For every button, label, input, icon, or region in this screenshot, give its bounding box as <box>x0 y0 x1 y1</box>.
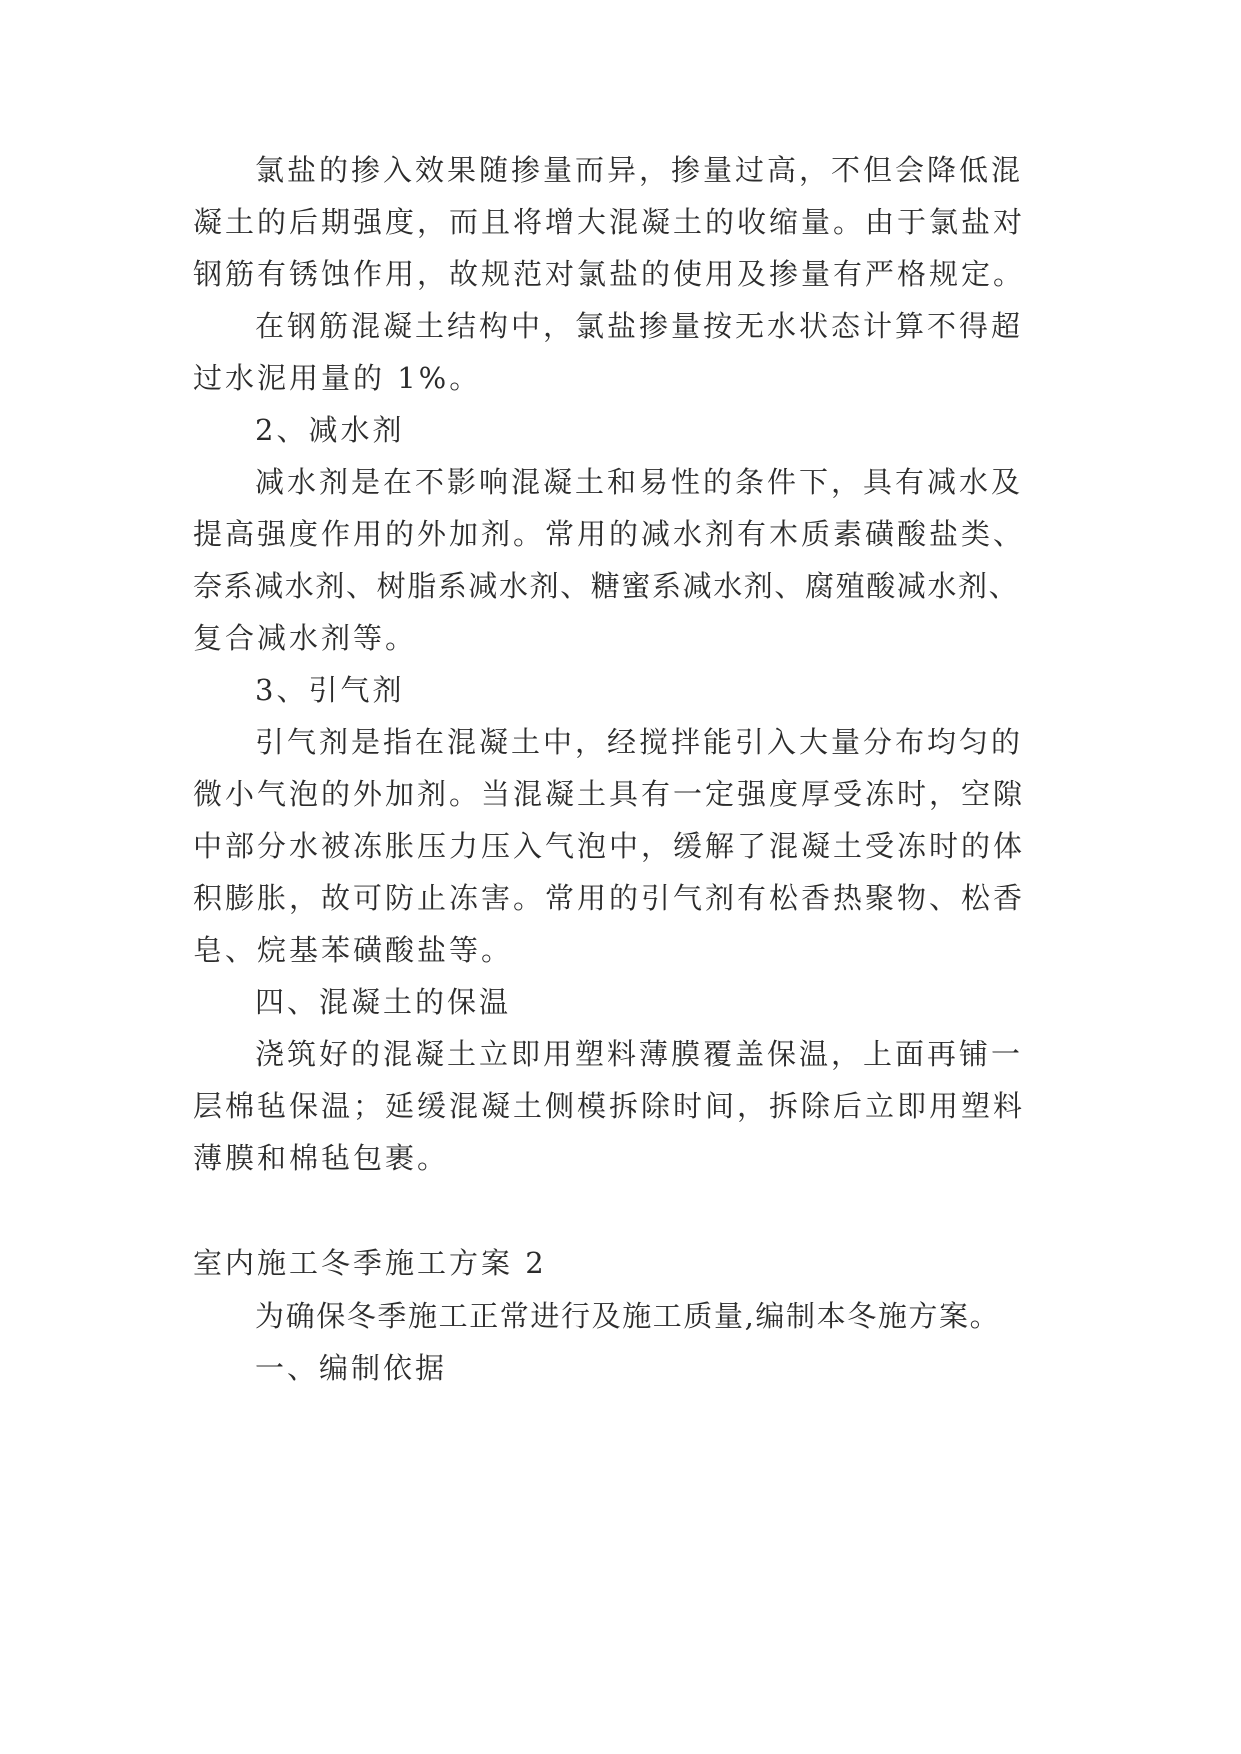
paragraph-line: 奈系减水剂、树脂系减水剂、糖蜜系减水剂、腐殖酸减水剂、 <box>193 569 1020 603</box>
paragraph-line: 浇筑好的混凝土立即用塑料薄膜覆盖保温，上面再铺一 <box>255 1037 1024 1071</box>
paragraph-line: 减水剂是在不影响混凝土和易性的条件下，具有减水及 <box>255 465 1024 499</box>
section-heading: 四、混凝土的保温 <box>255 985 512 1019</box>
paragraph-line: 在钢筋混凝土结构中，氯盐掺量按无水状态计算不得超 <box>255 309 1024 343</box>
paragraph-line: 凝土的后期强度，而且将增大混凝土的收缩量。由于氯盐对 <box>193 205 1026 239</box>
paragraph-line: 皂、烷基苯磺酸盐等。 <box>193 933 514 967</box>
paragraph-line: 中部分水被冻胀压力压入气泡中，缓解了混凝土受冻时的体 <box>193 829 1026 863</box>
paragraph-line: 过水泥用量的 1%。 <box>193 361 482 395</box>
paragraph-line: 钢筋有锈蚀作用，故规范对氯盐的使用及掺量有严格规定。 <box>193 257 1026 291</box>
paragraph-line: 积膨胀，故可防止冻害。常用的引气剂有松香热聚物、松香 <box>193 881 1026 915</box>
section-heading: 3、引气剂 <box>255 673 405 707</box>
paragraph-line: 微小气泡的外加剂。当混凝土具有一定强度厚受冻时，空隙 <box>193 777 1026 811</box>
paragraph-line: 氯盐的掺入效果随掺量而异，掺量过高，不但会降低混 <box>255 153 1024 187</box>
section-heading: 一、编制依据 <box>255 1351 448 1385</box>
paragraph-line: 提高强度作用的外加剂。常用的减水剂有木质素磺酸盐类、 <box>193 517 1026 551</box>
section-title: 室内施工冬季施工方案 2 <box>193 1246 547 1280</box>
paragraph-line: 为确保冬季施工正常进行及施工质量,编制本冬施方案。 <box>255 1299 1001 1333</box>
paragraph-line: 层棉毡保温；延缓混凝土侧模拆除时间，拆除后立即用塑料 <box>193 1089 1026 1123</box>
paragraph-line: 引气剂是指在混凝土中，经搅拌能引入大量分布均匀的 <box>255 725 1024 759</box>
paragraph-line: 复合减水剂等。 <box>193 621 418 655</box>
paragraph-line: 薄膜和棉毡包裹。 <box>193 1141 450 1175</box>
section-heading: 2、减水剂 <box>255 413 405 447</box>
